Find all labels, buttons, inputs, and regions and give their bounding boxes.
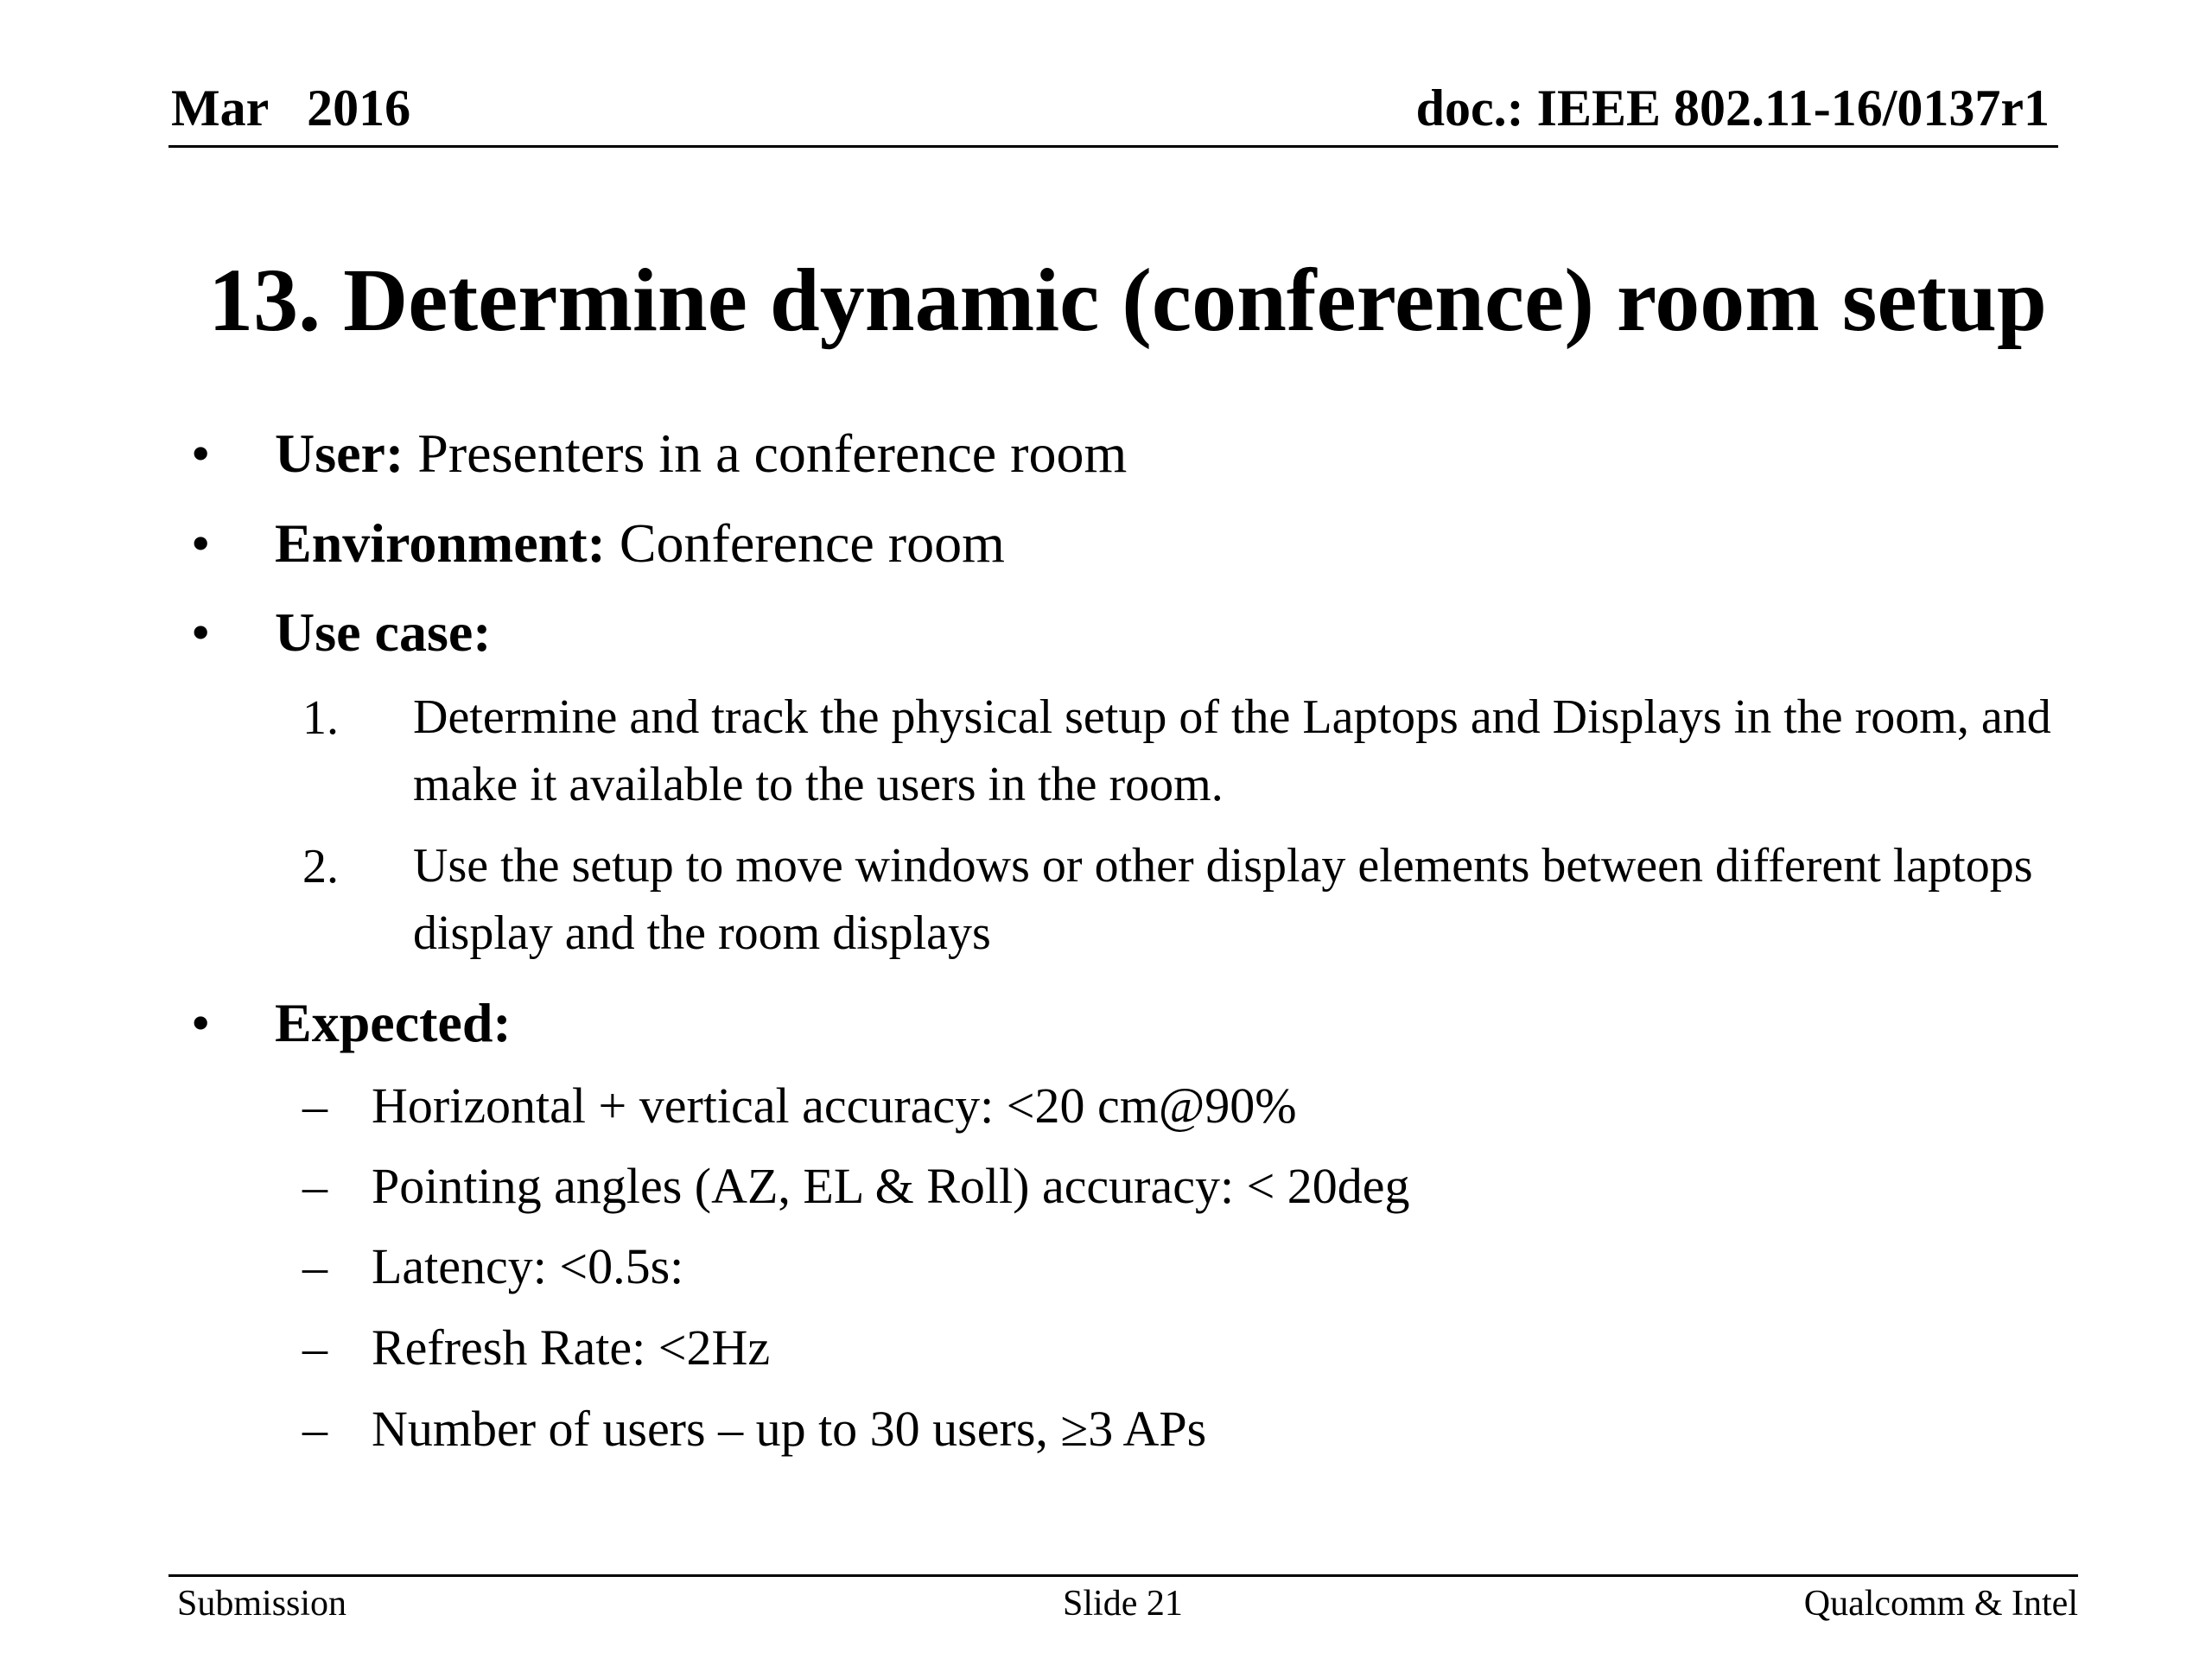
bullet-dot: • xyxy=(191,992,211,1053)
expected-item-text: Number of users – up to 30 users, ≥3 APs xyxy=(372,1401,1207,1457)
dash-marker: – xyxy=(302,1319,327,1376)
step-text: Use the setup to move windows or other display elements between different laptops display and the room displays xyxy=(413,839,2033,960)
header-document-id: doc.: IEEE 802.11-16/0137r1 xyxy=(1415,79,2050,137)
step-number: 1. xyxy=(302,691,339,745)
bullet-dot: • xyxy=(191,512,211,574)
expected-item-text: Horizontal + vertical accuracy: <20 cm@90% xyxy=(372,1077,1297,1134)
bullet-label: User: xyxy=(275,423,404,484)
expected-item-text: Pointing angles (AZ, EL & Roll) accuracy: < 20deg xyxy=(372,1158,1410,1214)
expected-item-text: Latency: <0.5s: xyxy=(372,1238,684,1294)
header-date: Mar 2016 xyxy=(171,79,411,137)
dash-marker: – xyxy=(302,1238,327,1294)
dash-marker: – xyxy=(302,1401,327,1457)
bullet-label: Environment: xyxy=(275,512,606,574)
footer-slide-number: Slide 21 xyxy=(1063,1584,1183,1624)
bullet-text: Conference room xyxy=(605,512,1005,574)
expected-item-text: Refresh Rate: <2Hz xyxy=(372,1319,771,1376)
footer-divider xyxy=(168,1574,2078,1577)
bullet-text: Presenters in a conference room xyxy=(404,423,1128,484)
bullet-dot: • xyxy=(191,423,211,484)
bullet-label: Expected: xyxy=(275,992,512,1053)
footer-authors: Qualcomm & Intel xyxy=(1803,1584,2078,1624)
footer-submission: Submission xyxy=(177,1584,347,1624)
step-number: 2. xyxy=(302,840,339,893)
bullet-dot: • xyxy=(191,601,211,663)
bullet-label: Use case: xyxy=(275,601,492,663)
dash-marker: – xyxy=(302,1077,327,1134)
step-text: Determine and track the physical setup of the Laptops and Displays in the room, and make it available to the users in the room. xyxy=(413,690,2051,811)
dash-marker: – xyxy=(302,1158,327,1214)
slide-title: 13. Determine dynamic (conference) room setup xyxy=(208,251,2047,350)
